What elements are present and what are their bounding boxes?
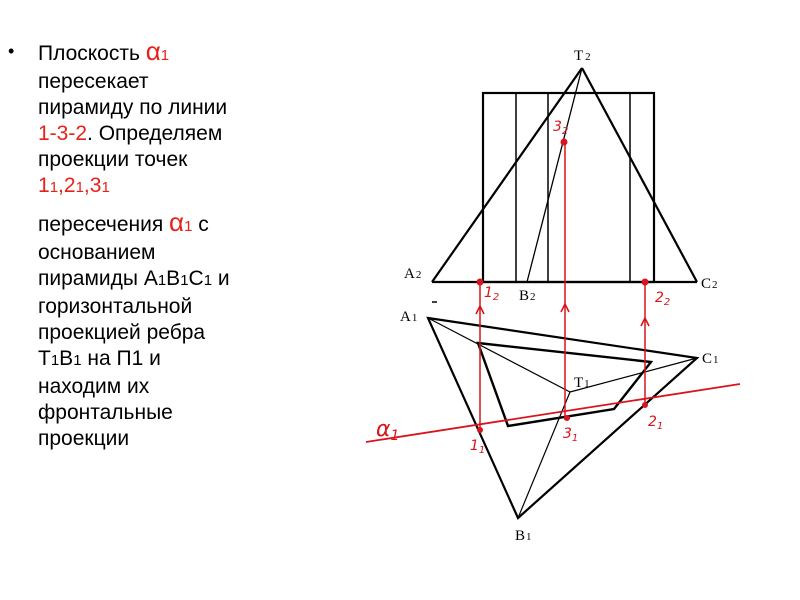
- label-a2: A2: [404, 266, 422, 282]
- edge-t2-a2: [432, 68, 582, 282]
- word-define: . Определяем: [87, 122, 223, 145]
- label-point-2-2: $2_2$: [655, 290, 671, 308]
- point-1-index: 1: [49, 179, 59, 196]
- label-point-1-2: $1_2$: [484, 285, 500, 303]
- horizontal-projection: [428, 302, 697, 518]
- point-1-2-dot: [477, 279, 483, 285]
- label-c1: C: [188, 267, 204, 290]
- point-2: 2: [63, 174, 76, 197]
- line-points: 1-3-2: [38, 122, 88, 145]
- word-find: находим их: [38, 375, 150, 398]
- bullet-marker: •: [8, 41, 15, 61]
- label-point-3-1: $3_1$: [563, 426, 579, 444]
- separator-2: ,: [83, 174, 90, 197]
- label-t1-index: 1: [50, 352, 60, 369]
- label-a1-point: A1: [400, 309, 418, 325]
- point-3-1-dot: [565, 416, 570, 421]
- word-intersects: пересекает: [38, 70, 149, 93]
- label-b1-edge: B: [59, 347, 74, 370]
- point-2-1-dot: [643, 403, 648, 408]
- label-b1: B: [166, 267, 181, 290]
- point-1: 1: [38, 174, 50, 197]
- word-pyramid: пирамиды: [38, 267, 144, 290]
- word-projections: проекции точек: [38, 148, 188, 171]
- label-b1-index: 1: [180, 272, 189, 289]
- label-t1: T: [38, 347, 51, 370]
- word-and: и: [212, 267, 230, 290]
- point-3: 3: [89, 174, 102, 197]
- alpha-index: 1: [160, 47, 170, 64]
- label-point-2-1: $2_1$: [648, 414, 664, 432]
- word-projection-edge: проекцией ребра: [38, 321, 206, 344]
- word-intersection: пересечения: [38, 213, 170, 236]
- label-t2: T 2: [574, 48, 591, 64]
- edge-t2-b2: [527, 68, 582, 282]
- alpha-index-2: 1: [184, 218, 193, 235]
- point-1-1-dot: [478, 428, 483, 433]
- point-3-2-dot: [561, 139, 567, 145]
- separator-1: ,: [58, 174, 64, 197]
- label-c1-point: C1: [702, 351, 719, 367]
- label-c2: C2: [701, 276, 718, 292]
- label-point-3-2: $3_2$: [553, 119, 569, 137]
- word-projections-end: проекции: [38, 427, 130, 450]
- edge-t2-c2: [582, 68, 697, 282]
- alpha-symbol-2: α: [169, 207, 185, 237]
- label-c1-index: 1: [203, 272, 213, 289]
- alpha-symbol: α: [145, 36, 161, 66]
- point-2-2-dot: [642, 279, 648, 285]
- word-pyramid-line: пирамиду по линии: [38, 96, 228, 119]
- point-3-index: 1: [101, 179, 110, 196]
- label-b1-edge-index: 1: [73, 352, 82, 369]
- label-a1-index: 1: [157, 272, 167, 289]
- word-on: на П1 и: [81, 347, 161, 370]
- word-plane: Плоскость: [38, 42, 146, 65]
- label-t1-point: T1: [574, 375, 590, 391]
- label-b2: B2: [519, 288, 536, 304]
- label-alpha-1-trace: α1: [376, 417, 400, 444]
- label-point-1-1: $1_1$: [470, 438, 486, 456]
- label-a1: A: [143, 267, 158, 290]
- label-b1-point: B1: [515, 528, 532, 544]
- point-2-index: 1: [75, 179, 84, 196]
- construction-lines: [366, 139, 740, 442]
- word-with: с: [192, 213, 209, 236]
- word-frontal: фронтальные: [38, 401, 173, 424]
- word-base: основанием: [38, 241, 156, 264]
- word-horizontal: горизонтальной: [38, 295, 193, 318]
